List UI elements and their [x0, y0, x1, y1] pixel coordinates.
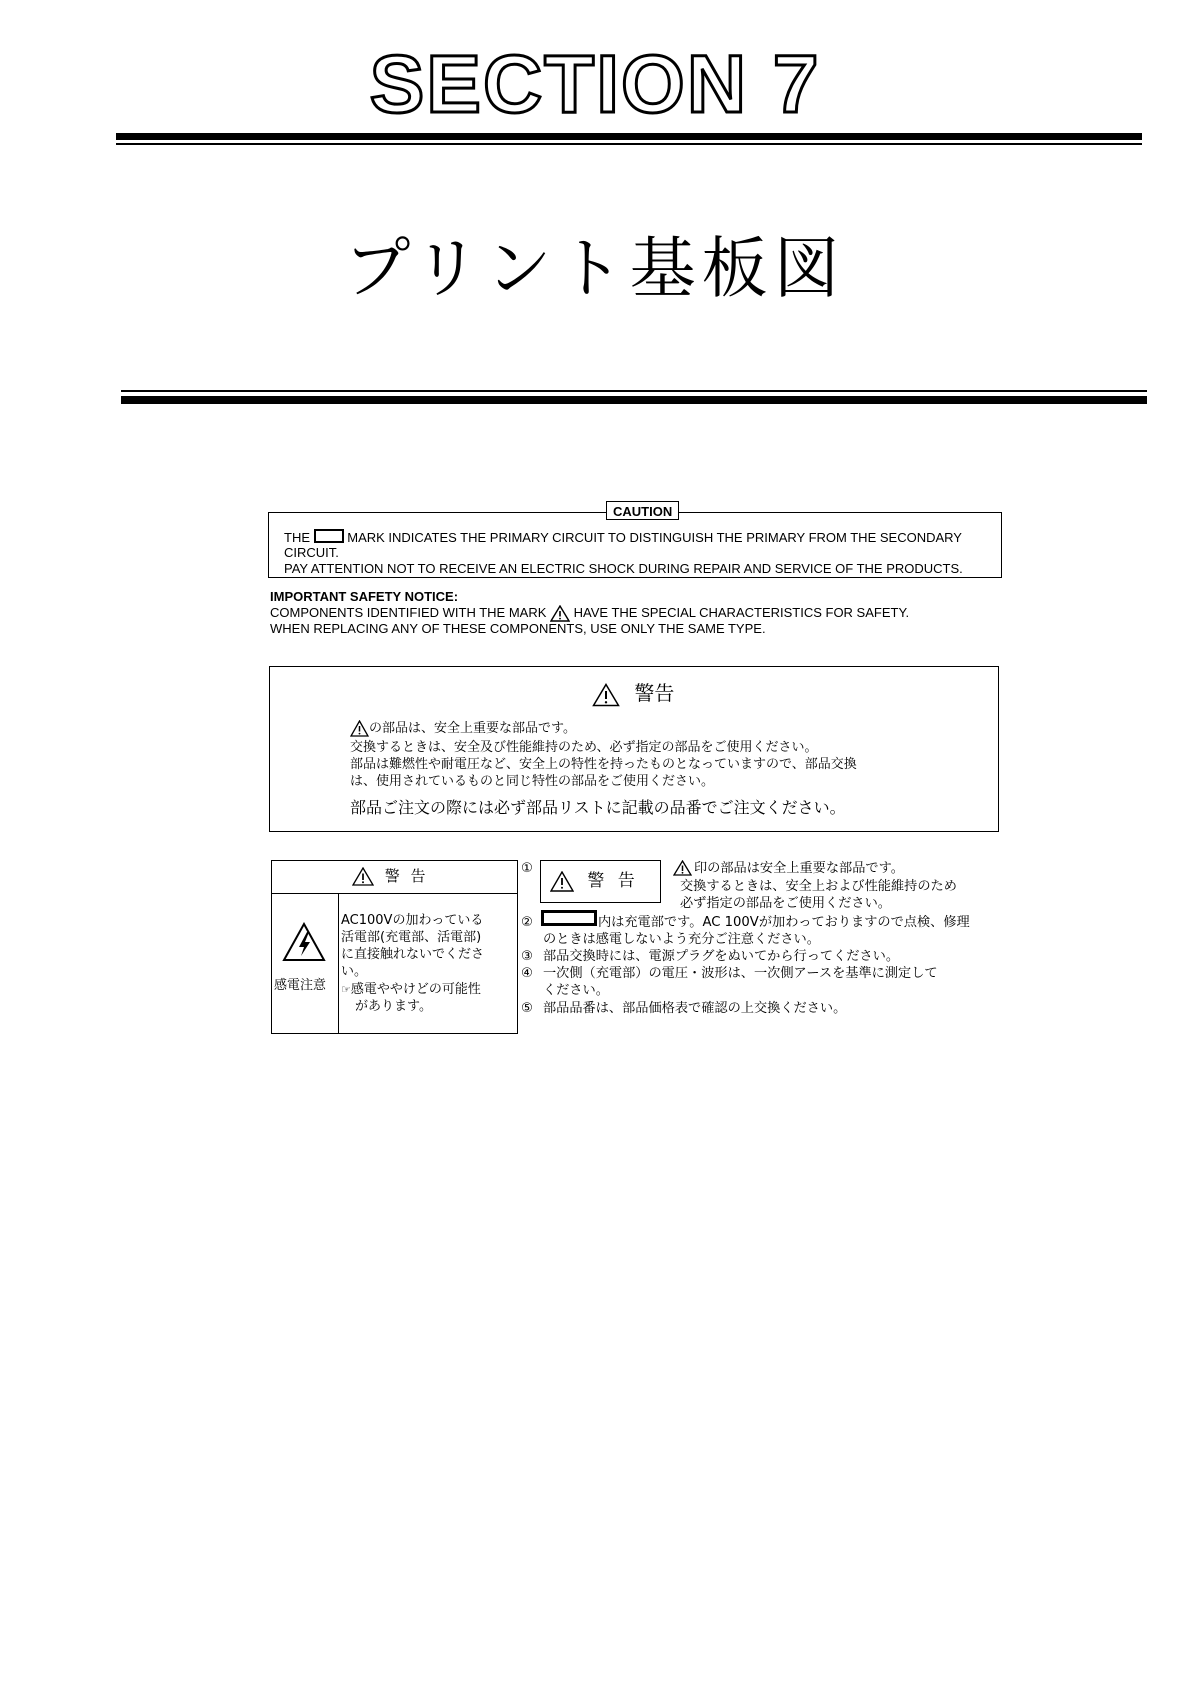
shock-table-header	[272, 861, 517, 894]
top-rule-thick	[116, 133, 1142, 140]
note-1-line-1	[673, 860, 904, 877]
warning-box-heading	[592, 681, 674, 707]
safety-notice-heading: IMPORTANT SAFETY NOTICE:	[270, 589, 459, 604]
electric-shock-icon	[282, 922, 326, 962]
warning-box	[269, 666, 999, 832]
safety-notice-line-1	[270, 605, 909, 622]
warning-triangle-icon	[592, 683, 620, 707]
shock-icon-cell	[272, 894, 339, 1033]
note-1-line-2: 交換するときは、安全上および性能維持のため	[680, 879, 957, 894]
warning-line-5: 部品ご注文の際には必ず部品リストに記載の品番でご注文ください。	[350, 798, 846, 817]
note-1-warning-box	[540, 860, 661, 903]
note-3-number: ③	[521, 949, 533, 964]
note-4-line-1: 一次側（充電部）の電圧・波形は、一次側アースを基準に測定して	[543, 966, 938, 981]
shock-line-4: い。	[341, 964, 368, 979]
caution-line-3: PAY ATTENTION NOT TO RECEIVE AN ELECTRIC SHOCK DURING REPAIR AND SERVICE OF THE PRODUCTS.	[284, 561, 963, 576]
caution-tag: CAUTION	[606, 501, 679, 520]
warning-triangle-icon	[673, 860, 692, 876]
shock-line-1: AC100Vの加わっている	[341, 913, 484, 928]
note-3-line-1: 部品交換時には、電源プラグをぬいてから行ってください。	[543, 949, 900, 964]
caution-line-2: CIRCUIT.	[284, 545, 339, 560]
shock-table-heading	[352, 866, 429, 886]
warning-triangle-icon	[352, 867, 374, 886]
caution-line-1	[284, 529, 962, 546]
shock-line-6: があります。	[355, 999, 432, 1014]
shock-table-heading-text: 警 告	[384, 867, 429, 885]
warning-line-1-text: の部品は、安全上重要な部品です。	[369, 721, 576, 736]
note-2-line-1: 内は充電部です。AC 100Vが加わっておりますので点検、修理	[598, 915, 970, 930]
note-5-line-1: 部品品番は、部品価格表で確認の上交換ください。	[543, 1001, 847, 1016]
note-1-number: ①	[521, 861, 533, 876]
pointing-hand-icon: ☞	[341, 983, 351, 996]
caution-line-1-prefix: THE	[284, 530, 310, 545]
note-5-number: ⑤	[521, 1001, 533, 1016]
note-4-number: ④	[521, 966, 533, 981]
caution-line-1-suffix: MARK INDICATES THE PRIMARY CIRCUIT TO DISTINGUISH THE PRIMARY FROM THE SECONDARY	[347, 530, 962, 545]
primary-circuit-mark-icon	[541, 910, 597, 926]
section-heading: SECTION 7	[369, 39, 821, 130]
note-1-line-1-text: 印の部品は安全上重要な部品です。	[694, 861, 904, 876]
mid-rule-thin	[121, 390, 1147, 392]
page-title: プリント基板図	[344, 230, 846, 307]
note-4-line-2: ください。	[543, 983, 609, 998]
note-1-line-3: 必ず指定の部品をご使用ください。	[680, 896, 891, 911]
warning-triangle-icon	[550, 605, 570, 622]
shock-line-2: 活電部(充電部、活電部)	[341, 930, 482, 945]
warning-line-1	[350, 720, 576, 737]
safety-notice-line-1-prefix: COMPONENTS IDENTIFIED WITH THE MARK	[270, 605, 547, 620]
warning-line-2: 交換するときは、安全及び性能維持のため、必ず指定の部品をご使用ください。	[350, 740, 818, 755]
warning-triangle-icon	[350, 720, 369, 737]
note-2-number: ②	[521, 915, 533, 930]
shock-warning-table	[271, 860, 518, 1034]
note-1-warning-heading-text: 警 告	[587, 871, 639, 891]
caution-box	[268, 504, 1002, 578]
primary-circuit-mark-icon	[314, 529, 344, 543]
shock-line-5-text: 感電ややけどの可能性	[350, 982, 481, 997]
shock-line-5	[341, 981, 481, 998]
warning-box-heading-text: 警告	[634, 681, 675, 705]
warning-line-3: 部品は難燃性や耐電圧など、安全上の特性を持ったものとなっていますので、部品交換	[350, 757, 857, 772]
safety-notice-line-2: WHEN REPLACING ANY OF THESE COMPONENTS, USE ONLY THE SAME TYPE.	[270, 621, 766, 636]
note-2-line-2: のときは感電しないよう充分ご注意ください。	[543, 932, 820, 947]
mid-rule-thick	[121, 396, 1147, 404]
shock-icon-label: 感電注意	[274, 978, 327, 993]
safety-notice-line-1-suffix: HAVE THE SPECIAL CHARACTERISTICS FOR SAFETY.	[573, 605, 910, 620]
note-1-warning-heading	[550, 870, 639, 892]
shock-line-3: に直接触れないでくださ	[341, 947, 485, 962]
top-rule-thin	[116, 143, 1142, 145]
warning-line-4: は、使用されているものと同じ特性の部品をご使用ください。	[350, 774, 715, 789]
warning-triangle-icon	[550, 871, 574, 892]
